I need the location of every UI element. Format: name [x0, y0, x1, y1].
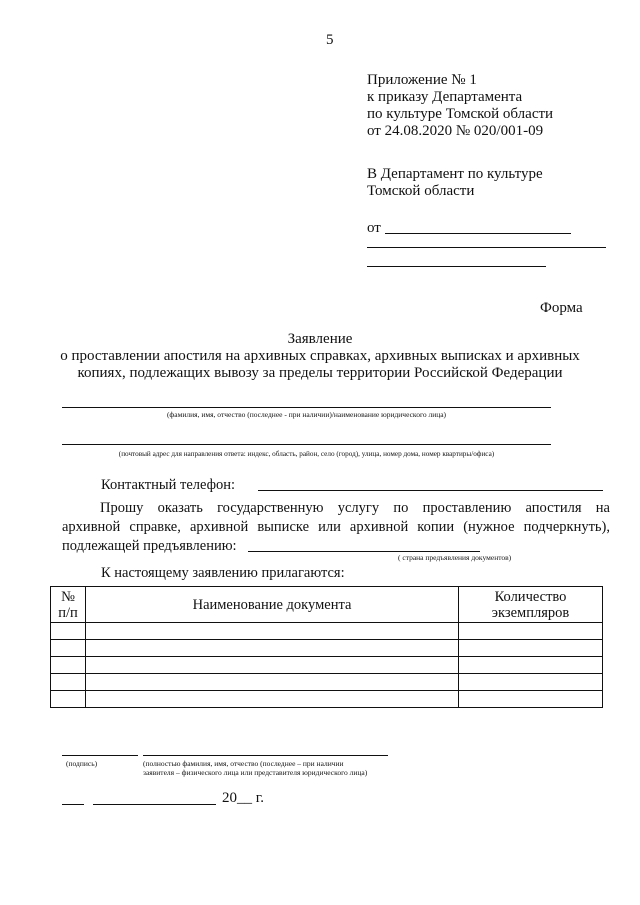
- signature-field[interactable]: [62, 755, 138, 756]
- table-cell[interactable]: [86, 623, 459, 640]
- table-row: [51, 657, 603, 674]
- table-row: [51, 691, 603, 708]
- request-paragraph: [62, 500, 610, 555]
- statement-title: [40, 331, 600, 382]
- title-line: о проставлении апостиля на архивных справках, архивных выписках и архивных: [60, 348, 580, 364]
- from-line[interactable]: [367, 247, 606, 248]
- col-quantity-header: Количество экземпляров: [459, 587, 603, 623]
- addressee-line: В Департамент по культуре: [367, 166, 543, 182]
- table-cell[interactable]: [459, 674, 603, 691]
- country-hint: ( страна предъявления документов): [398, 553, 512, 562]
- table-cell[interactable]: [459, 691, 603, 708]
- table-row: [51, 674, 603, 691]
- appendix-line: Приложение № 1: [367, 72, 477, 88]
- from-label: от: [367, 220, 381, 236]
- title-heading: Заявление: [287, 331, 353, 347]
- table-cell[interactable]: [51, 674, 86, 691]
- signature-hint: (подпись): [66, 759, 98, 768]
- table-cell[interactable]: [459, 640, 603, 657]
- table-cell[interactable]: [51, 691, 86, 708]
- date-year: 20__ г.: [222, 790, 264, 806]
- form-label: Форма: [540, 300, 583, 316]
- page-number: 5: [326, 32, 334, 48]
- from-line[interactable]: [385, 233, 571, 234]
- table-cell[interactable]: [86, 640, 459, 657]
- applicant-name-hint: (фамилия, имя, отчество (последнее - при наличии)/наименование юридического лица): [166, 410, 447, 419]
- applicant-name-field[interactable]: [62, 407, 551, 408]
- request-line: архивной справке, архивной выписке или архивной копии (нужное подчеркнуть),: [62, 519, 610, 535]
- postal-address-field[interactable]: [62, 444, 551, 445]
- attached-label: К настоящему заявлению прилагаются:: [101, 565, 345, 581]
- request-line: Прошу оказать государственную услугу по проставлению апостиля на: [100, 500, 610, 516]
- table-header-row: [51, 587, 603, 623]
- table-cell[interactable]: [86, 674, 459, 691]
- date-day-field[interactable]: [62, 804, 84, 805]
- table-cell[interactable]: [459, 623, 603, 640]
- table-cell[interactable]: [459, 657, 603, 674]
- table-cell[interactable]: [51, 623, 86, 640]
- table-row: [51, 640, 603, 657]
- postal-address-hint: (почтовый адрес для направления ответа: индекс, область, район, село (город), улица, номер дома, номер квартиры/офиса): [118, 450, 495, 458]
- appendix-line: по культуре Томской области: [367, 106, 554, 122]
- country-field[interactable]: [248, 551, 480, 552]
- table-cell[interactable]: [51, 657, 86, 674]
- appendix-block: [367, 72, 553, 140]
- phone-field[interactable]: [258, 490, 603, 491]
- col-document-name-header: Наименование документа: [86, 587, 459, 623]
- table-row: [51, 623, 603, 640]
- phone-label: Контактный телефон:: [101, 477, 236, 493]
- table-cell[interactable]: [51, 640, 86, 657]
- addressee-block: [367, 166, 543, 200]
- col-number-header: № п/п: [51, 587, 86, 623]
- title-line: копиях, подлежащих вывозу за пределы территории Российской Федерации: [77, 365, 563, 381]
- request-line: подлежащей предъявлению:: [62, 538, 237, 554]
- date-month-field[interactable]: [93, 804, 216, 805]
- fullname-field[interactable]: [143, 755, 388, 756]
- table-cell[interactable]: [86, 657, 459, 674]
- fullname-hint: (полностью фамилия, имя, отчество (последнее – при наличии заявителя – физического лица или представителя юридического лица): [143, 759, 368, 777]
- documents-table: [50, 586, 603, 708]
- table-cell[interactable]: [86, 691, 459, 708]
- addressee-line: Томской области: [367, 183, 475, 199]
- appendix-line: от 24.08.2020 № 020/001-09: [367, 123, 544, 139]
- appendix-line: к приказу Департамента: [367, 89, 523, 105]
- from-line[interactable]: [367, 266, 546, 267]
